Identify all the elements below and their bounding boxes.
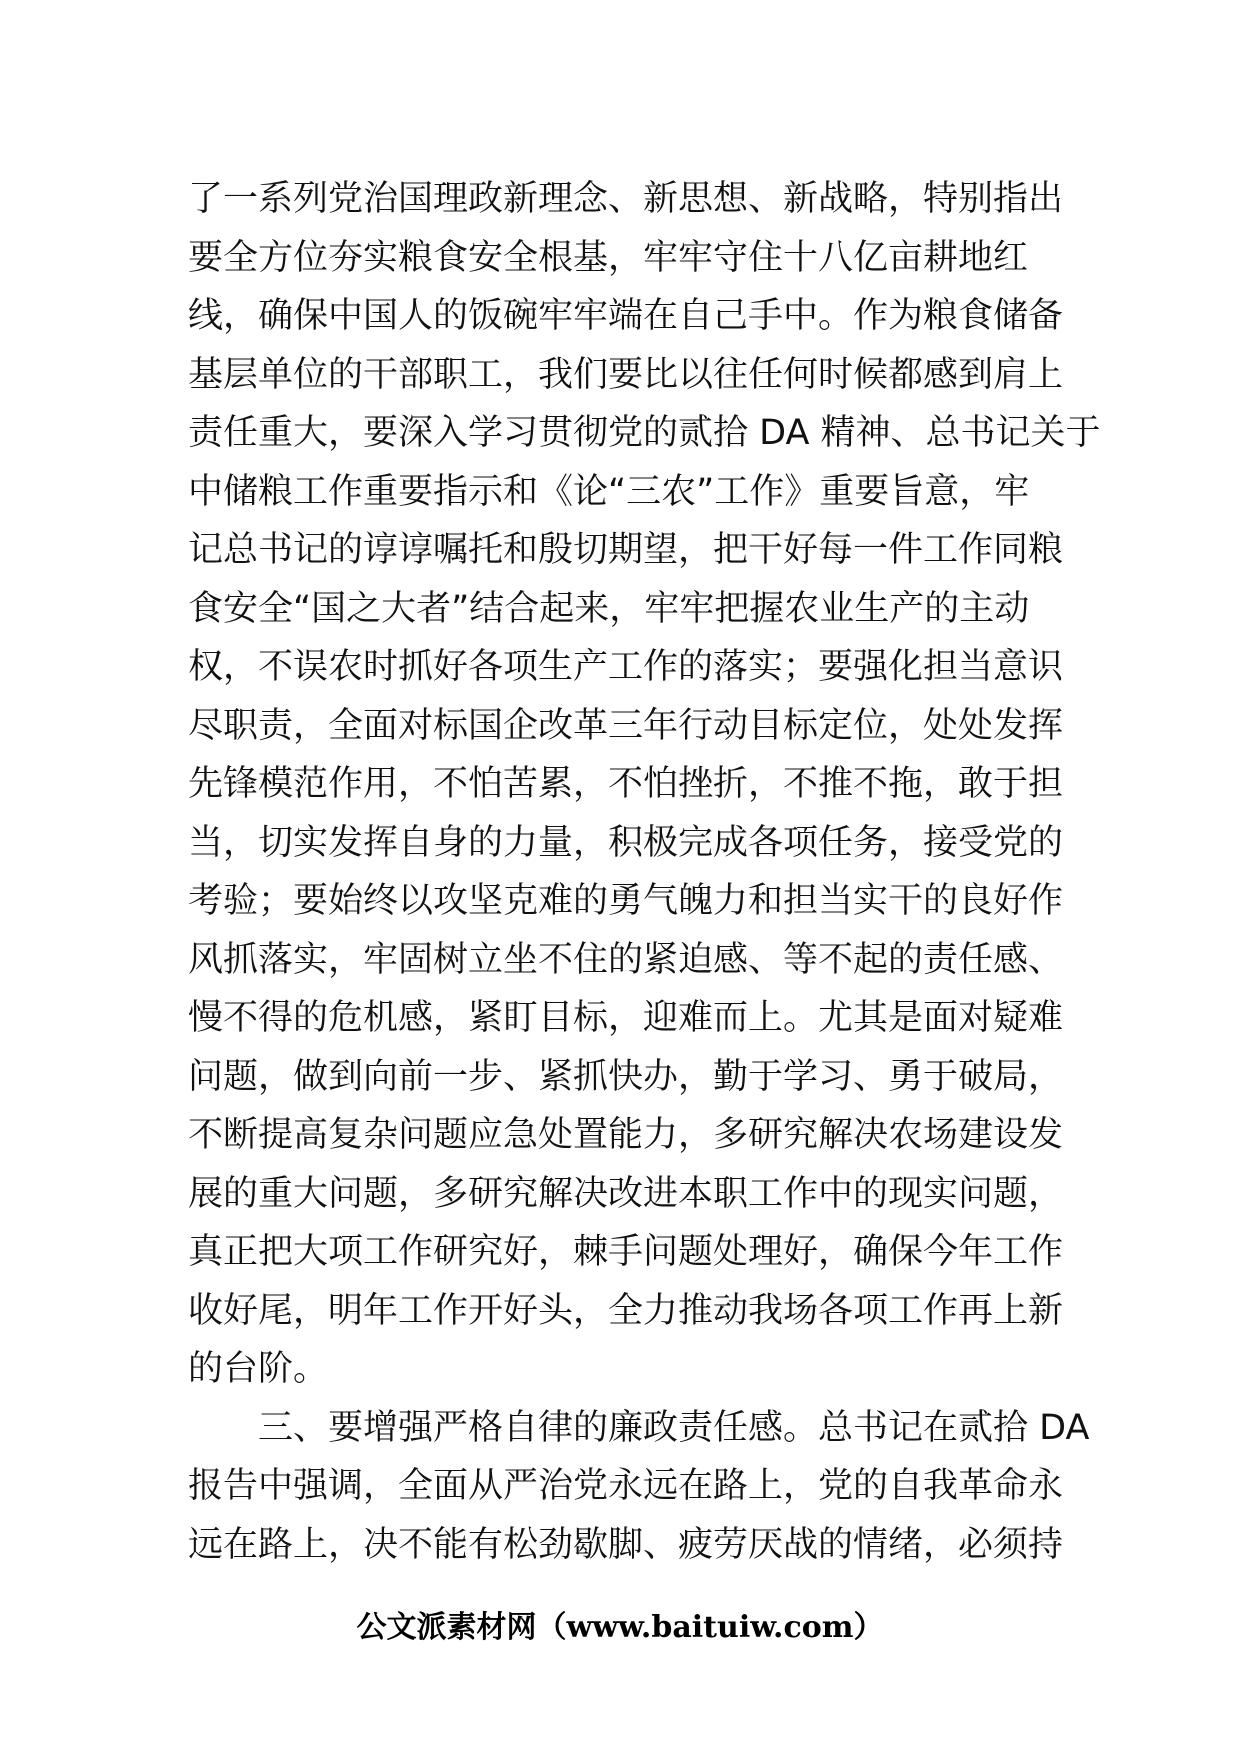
text-line: 不断提高复杂问题应急处置能力，多研究解决农场建设发 bbox=[188, 1115, 1064, 1155]
text-line: 展的重大问题，多研究解决改进本职工作中的现实问题， bbox=[188, 1173, 1064, 1214]
text-line: 要全方位夯实粮食安全根基，牢牢守住十八亿亩耕地红 bbox=[188, 237, 1029, 278]
section-heading-line: 三、要增强严格自律的廉政责任感。总书记在贰拾 DA bbox=[258, 1407, 1090, 1448]
text-line: 报告中强调，全面从严治党永远在路上，党的自我革命永 bbox=[188, 1466, 1064, 1506]
footer-watermark: 公文派素材网（www.baituiw.com） bbox=[356, 1610, 884, 1645]
text-line: 真正把大项工作研究好，棘手问题处理好，确保今年工作 bbox=[188, 1232, 1064, 1272]
text-line: 问题，做到向前一步、紧抓快办，勤于学习、勇于破局， bbox=[188, 1056, 1064, 1097]
text-line: 风抓落实，牢固树立坐不住的紧迫感、等不起的责任感、 bbox=[188, 939, 1064, 980]
text-line: 远在路上，决不能有松劲歇脚、疲劳厌战的情绪，必须持 bbox=[188, 1524, 1064, 1565]
text-line: 基层单位的干部职工，我们要比以往任何时候都感到肩上 bbox=[188, 354, 1064, 395]
text-line: 了一系列党治国理政新理念、新思想、新战略，特别指出 bbox=[188, 179, 1064, 219]
body-text bbox=[188, 170, 1101, 1574]
text-line: 当，切实发挥自身的力量，积极完成各项任务，接受党的 bbox=[188, 822, 1064, 863]
text-line: 权，不误农时抓好各项生产工作的落实；要强化担当意识 bbox=[188, 647, 1064, 687]
text-line: 尽职责，全面对标国企改革三年行动目标定位，处处发挥 bbox=[188, 705, 1064, 746]
text-line: 中储粮工作重要指示和《论“三农”工作》重要旨意，牢 bbox=[188, 471, 1030, 512]
text-line: 责任重大，要深入学习贯彻党的贰拾 DA 精神、总书记关于 bbox=[188, 413, 1101, 453]
text-line: 先锋模范作用，不怕苦累，不怕挫折，不推不拖，敢于担 bbox=[188, 764, 1064, 804]
text-line: 考验；要始终以攻坚克难的勇气魄力和担当实干的良好作 bbox=[188, 881, 1064, 921]
text-line: 的台阶。 bbox=[188, 1349, 329, 1389]
text-line: 线，确保中国人的饭碗牢牢端在自己手中。作为粮食储备 bbox=[188, 296, 1064, 336]
text-line: 记总书记的谆谆嘱托和殷切期望，把干好每一件工作同粮 bbox=[188, 530, 1064, 570]
text-line: 慢不得的危机感，紧盯目标，迎难而上。尤其是面对疑难 bbox=[188, 998, 1064, 1038]
text-line: 食安全“国之大者”结合起来，牢牢把握农业生产的主动 bbox=[188, 588, 1030, 629]
text-line: 收好尾，明年工作开好头，全力推动我场各项工作再上新 bbox=[188, 1290, 1064, 1331]
